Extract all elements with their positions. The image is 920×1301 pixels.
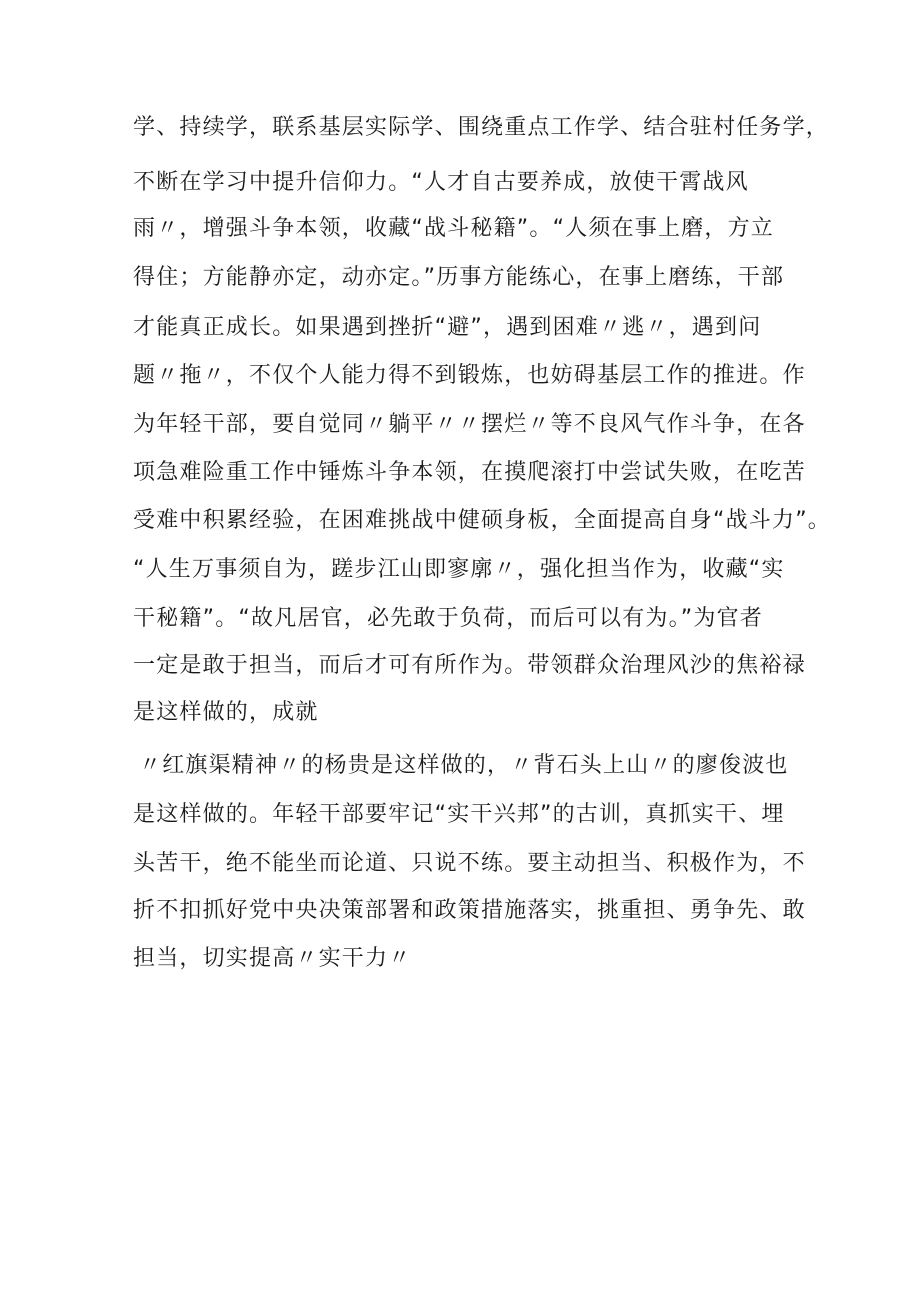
text-line: “人生万事须自为，蹉步江山即寥廓〃，强化担当作为，收藏“实 [133, 557, 785, 582]
text-line: 学、持续学，联系基层实际学、围绕重点工作学、结合驻村任务学， [133, 115, 830, 140]
text-line: 不断在学习中提升信仰力。“人才自古要养成，放使干霄战风 [133, 170, 749, 195]
text-line: 受难中积累经验，在困难挑战中健硕身板，全面提高自身“战斗力”。 [133, 508, 831, 533]
text-line: 得住；方能静亦定，动亦定。”历事方能练心，在事上磨练，干部 [133, 265, 785, 290]
text-line: 一定是敢于担当，而后才可有所作为。带领群众治理风沙的焦裕禄 [133, 653, 806, 678]
text-line: 为年轻干部，要自觉同〃躺平〃〃摆烂〃等不良风气作斗争，在各 [133, 412, 806, 437]
text-line: 题〃拖〃，不仅个人能力得不到锻炼，也妨碍基层工作的推进。作 [133, 363, 806, 388]
text-line: 项急难险重工作中锤炼斗争本领，在摸爬滚打中尝试失败，在吃苦 [133, 460, 806, 485]
text-line: 干秘籍”。“故凡居官，必先敢于负荷，而后可以有为。”为官者 [133, 606, 763, 631]
text-line: 〃红旗渠精神〃的杨贵是这样做的，〃背石头上山〃的廖俊波也 [139, 753, 789, 778]
text-line: 头苦干，绝不能坐而论道、只说不练。要主动担当、积极作为，不 [133, 851, 806, 876]
text-line: 是这样做的。年轻干部要牢记“实干兴邦”的古训，真抓实干、埋 [133, 802, 785, 827]
text-line: 折不扣抓好党中央决策部署和政策措施落实，挑重担、勇争先、敢 [133, 898, 806, 923]
text-line: 雨〃，增强斗争本领，收藏“战斗秘籍”。“人须在事上磨，方立 [133, 216, 774, 241]
text-line: 是这样做的，成就 [133, 700, 319, 725]
text-line: 才能真正成长。如果遇到挫折“避”，遇到困难〃逃〃，遇到问 [133, 315, 762, 340]
text-line: 担当，切实提高〃实干力〃 [133, 946, 412, 971]
